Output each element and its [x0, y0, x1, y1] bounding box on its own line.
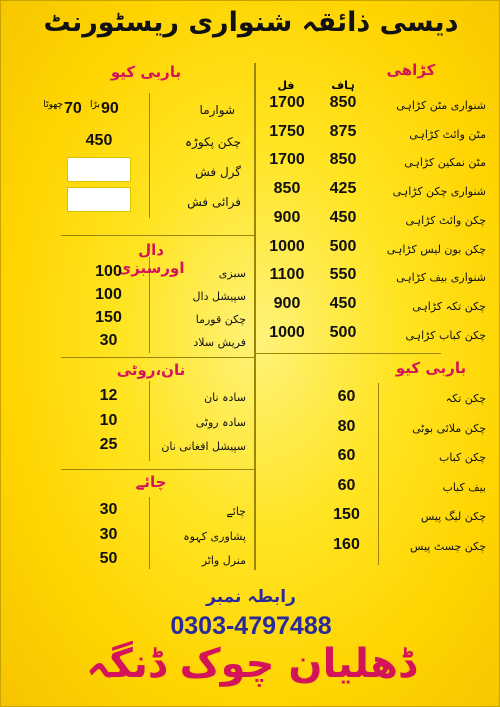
vline-naan — [149, 381, 150, 461]
naan-header: نان،روٹی — [116, 361, 186, 379]
karahi-full-price: 1000 — [269, 323, 305, 341]
bbq-right-item-name: چکن تکہ — [445, 392, 486, 405]
daal-item-name: چکن قورما — [195, 313, 246, 326]
divider-tea — [61, 469, 254, 470]
divider-daal — [61, 235, 254, 236]
divider-naan — [61, 357, 254, 358]
bbq-right-item-price: 60 — [337, 447, 356, 464]
daal-item-price: 100 — [95, 263, 122, 280]
karahi-item-name: چکن وائٹ کڑاہی — [405, 213, 486, 227]
karahi-full-price: 1700 — [269, 151, 305, 169]
bbq-right-item-price: 60 — [337, 388, 356, 405]
karahi-half-price: 550 — [329, 266, 357, 284]
karahi-full-price: 900 — [273, 208, 301, 226]
tea-item-name: منرل واٹر — [201, 554, 246, 567]
divider-bbq-right — [256, 353, 441, 354]
naan-item-name: سپیشل افغانی نان — [161, 440, 246, 453]
naan-item-price: 10 — [99, 411, 118, 429]
karahi-item-name: شنواری چکن کڑاہی — [392, 185, 486, 199]
address: ڈھلیان چوک ڈنگہ — [86, 641, 416, 687]
shawarma-small-price: 70 — [64, 100, 82, 117]
shawarma-small-label: چھوٹا — [43, 100, 63, 110]
bbq-right-item-price: 160 — [333, 535, 360, 553]
karahi-item-name: شنواری مٹن کڑاہی — [396, 99, 486, 112]
karahi-item-name: شنواری بیف کڑاہی — [396, 271, 486, 285]
karahi-full-price: 850 — [273, 180, 301, 198]
phone-number[interactable]: 0303-4797488 — [170, 612, 332, 640]
bbq-right-item-price: 60 — [337, 476, 356, 494]
vline-tea — [149, 497, 150, 569]
karahi-full-price: 900 — [273, 294, 301, 312]
karahi-item-name: چکن تکہ کڑاہی — [412, 299, 486, 313]
karahi-item-name: مٹن وائٹ کڑاہی — [409, 127, 486, 141]
bbq-right-header: باربی کیو — [395, 359, 467, 377]
restaurant-title: دیسی ذائقہ شنواری ریسٹورنٹ — [43, 7, 459, 38]
karahi-full-header: فل — [277, 79, 295, 92]
tea-item-name: چائے — [226, 505, 246, 518]
karahi-half-price: 500 — [329, 323, 357, 341]
karahi-header: کڑاھی — [386, 61, 436, 79]
karahi-full-price: 1000 — [269, 237, 305, 255]
karahi-half-price: 500 — [329, 237, 357, 255]
daal-item-name: سپیشل دال — [192, 290, 246, 303]
naan-item-price: 25 — [99, 436, 118, 453]
karahi-full-price: 1100 — [269, 266, 305, 284]
karahi-half-price: 850 — [329, 94, 357, 111]
karahi-item-name: چکن کباب کڑاہی — [405, 328, 486, 342]
tea-item-price: 30 — [99, 525, 118, 543]
shawarma-big-price: 90 — [101, 100, 119, 117]
karahi-half-price: 450 — [329, 208, 357, 226]
blank-price-box-1 — [67, 157, 131, 182]
karahi-half-price: 425 — [329, 180, 357, 198]
daal-item-name: فریش سلاد — [193, 336, 246, 349]
karahi-full-price: 1700 — [269, 94, 305, 111]
daal-item-price: 150 — [95, 309, 122, 326]
karahi-half-price: 850 — [329, 151, 357, 169]
karahi-half-price: 450 — [329, 294, 357, 312]
naan-item-name: سادہ روٹی — [195, 415, 246, 429]
bbq-right-item-name: چکن چسٹ پیس — [409, 539, 486, 553]
vline-bbq-left — [149, 93, 150, 218]
bbq-right-item-name: چکن لیگ پیس — [420, 510, 486, 523]
tea-item-price: 30 — [99, 501, 118, 518]
bbq-left-item-name: چکن پکوڑہ — [185, 135, 241, 149]
naan-item-name: سادہ نان — [204, 391, 246, 404]
tea-item-name: پشاوری کہوہ — [183, 529, 246, 543]
bbq-right-item-name: بیف کباب — [442, 480, 486, 494]
bbq-left-header: باربی کیو — [110, 63, 182, 81]
daal-item-price: 100 — [95, 286, 122, 303]
vline-bbq-right — [378, 383, 379, 565]
bbq-right-item-name: چکن ملائی بوٹی — [412, 421, 486, 435]
daal-header: دال اورسبزی — [117, 241, 185, 277]
karahi-full-price: 1750 — [269, 122, 305, 140]
shawarma-name: شوارما — [199, 103, 235, 117]
center-divider — [254, 63, 256, 570]
bbq-right-item-price: 150 — [333, 506, 360, 523]
bbq-left-item-name: فرائی فش — [187, 195, 241, 209]
karahi-half-price: 875 — [329, 122, 357, 140]
karahi-item-name: چکن بون لیس کڑاہی — [386, 242, 486, 256]
tea-header: چائے — [135, 473, 167, 491]
daal-item-name: سبزی — [218, 267, 246, 280]
naan-item-price: 12 — [99, 387, 118, 404]
bbq-right-item-name: چکن کباب — [438, 451, 486, 464]
bbq-left-item-name: گرل فش — [195, 165, 241, 179]
bbq-left-item-price: 450 — [85, 132, 113, 149]
bbq-right-item-price: 80 — [337, 417, 356, 435]
shawarma-big-label: بڑا — [90, 100, 100, 110]
blank-price-box-2 — [67, 187, 131, 212]
daal-item-price: 30 — [99, 332, 118, 349]
tea-item-price: 50 — [99, 550, 118, 567]
contact-label: رابطہ نمبر — [206, 587, 296, 607]
karahi-half-header: ہاف — [331, 79, 355, 92]
karahi-item-name: مٹن نمکین کڑاہی — [404, 156, 486, 170]
